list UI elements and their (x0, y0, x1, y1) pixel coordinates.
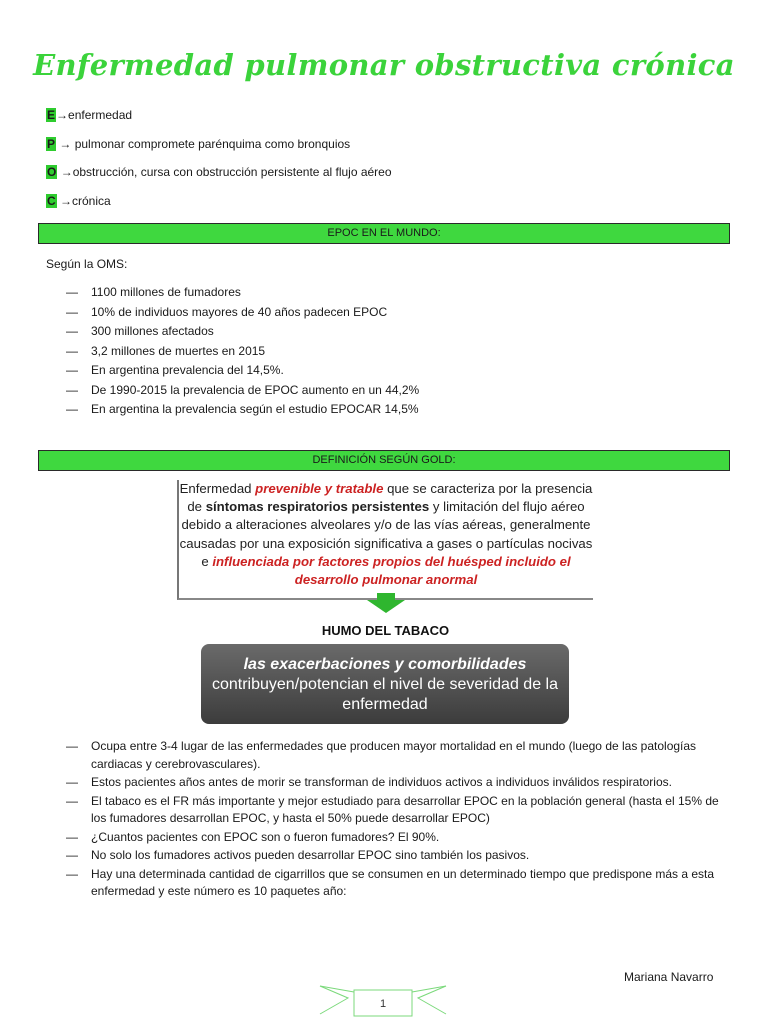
page-title: Enfermedad pulmonar obstructiva crónica (33, 48, 735, 82)
list-item: — 1100 millones de fumadores (66, 283, 726, 303)
list-item: — Hay una determinada cantidad de cigarrillos que se consumen en un determinado tiempo que predispone más a esta enfermedad y este número es 10 paquetes año: (66, 866, 728, 901)
list-item: — De 1990-2015 la prevalencia de EPOC aumento en un 44,2% (66, 381, 726, 401)
list-item: — El tabaco es el FR más importante y mejor estudiado para desarrollar EPOC en la población general (hasta el 15% de los fumadores desarrollan EPOC, y hasta el 50% puede desarrollar EPOC) (66, 793, 728, 828)
arrow-icon: → (59, 137, 72, 151)
page-number: 1 (379, 998, 387, 1010)
page-number-badge (318, 984, 448, 1020)
list-item: — Ocupa entre 3-4 lugar de las enfermedades que producen mayor mortalidad en el mundo (luego de las patologías cardiacas y cerebrovasculares). (66, 738, 728, 773)
list-item: — No solo los fumadores activos pueden desarrollar EPOC sino también los pasivos. (66, 847, 728, 865)
acronym-line-c: C →crónica (47, 194, 111, 208)
gold-definition-figure (177, 480, 594, 725)
acronym-line-o: O →obstrucción, cursa con obstrucción persistente al flujo aéreo (47, 165, 392, 179)
acronym-line-e: E→enfermedad (47, 108, 133, 122)
intro-text: Según la OMS: (46, 257, 128, 271)
arrow-icon: → (56, 108, 69, 122)
list-item: — 300 millones afectados (66, 322, 726, 342)
section-heading-epoc-mundo: EPOC EN EL MUNDO: (38, 223, 730, 244)
author-name: Mariana Navarro (624, 970, 714, 984)
list-item: — ¿Cuantos pacientes con EPOC son o fueron fumadores? El 90%. (66, 829, 728, 847)
acronym-line-p: P → pulmonar compromete parénquima como bronquios (47, 137, 351, 151)
list-item: — 3,2 millones de muertes en 2015 (66, 342, 726, 362)
section-heading-definicion-gold: DEFINICIÓN SEGÚN GOLD: (38, 450, 730, 471)
arrow-icon: → (60, 194, 73, 208)
stats-list (66, 283, 726, 420)
list-item: — En argentina la prevalencia según el estudio EPOCAR 14,5% (66, 400, 726, 420)
list-item: — En argentina prevalencia del 14,5%. (66, 361, 726, 381)
list-item: — Estos pacientes años antes de morir se transforman de individuos activos a individuos inválidos respiratorios. (66, 774, 728, 792)
humo-tabaco-label: HUMO DEL TABACO (321, 623, 450, 638)
arrow-icon: → (60, 165, 73, 179)
gold-definition-box: Enfermedad prevenible y tratable que se caracteriza por la presencia de síntomas respiratorios persistentes y limitación del flujo aéreo debido a alteraciones alveolares y/o de las vías aéreas, generalmente causadas por una exposición significativa a gases o partículas nocivas e influenciada por factores propios del huésped incluido el desarrollo pulmonar anormal (177, 480, 593, 600)
arrow-down-icon (367, 593, 405, 613)
exacerbaciones-box: las exacerbaciones y comorbilidades contribuyen/potencian el nivel de severidad de la enfermedad (201, 644, 569, 724)
list-item: — 10% de individuos mayores de 40 años padecen EPOC (66, 303, 726, 323)
facts-list (66, 738, 728, 902)
